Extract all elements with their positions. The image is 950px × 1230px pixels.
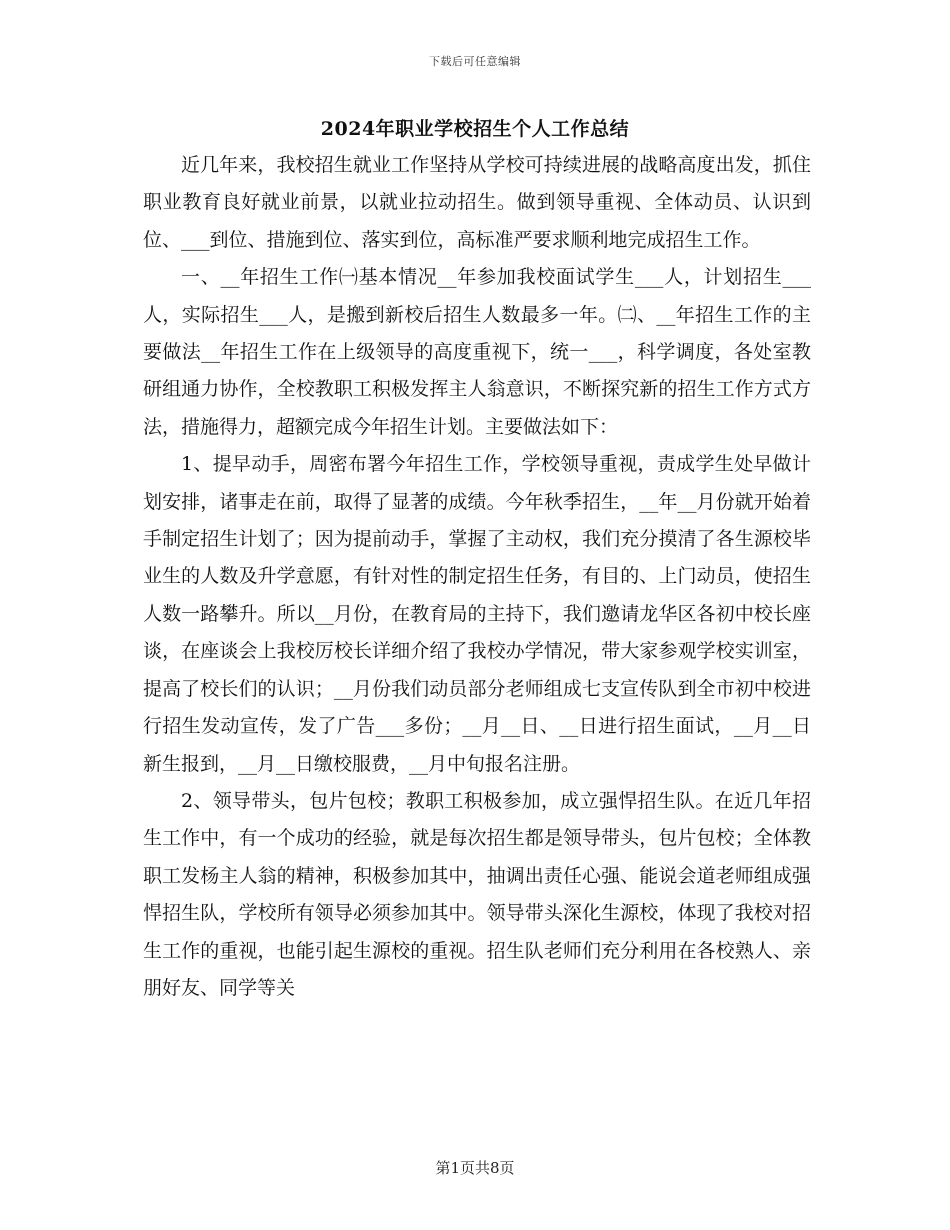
paragraph-item-two: 2、领导带头，包片包校；教职工积极参加，成立强悍招生队。在近几年招生工作中，有一个成功的经验，就是每次招生都是领导带头，包片包校；全体教职工发杨主人翁的精神，积极参加其中，抽调出责任心强、能说会道老师组成强悍招生队，学校所有领导必须参加其中。领导带头深化生源校，体现了我校对招生工作的重视，也能引起生源校的重视。招生队老师们充分利用在各校熟人、亲朋好友、同学等关 xyxy=(143,789,811,999)
page-indicator: 第1页共8页 xyxy=(435,1159,515,1177)
header-note: 下载后可任意编辑 xyxy=(429,55,521,68)
paragraph-intro: 近几年来，我校招生就业工作坚持从学校可持续进展的战略高度出发，抓住职业教育良好就业前景，以就业拉动招生。做到领导重视、全体动员、认识到位、___到位、措施到位、落实到位，高标准严要求顺利地完成招生工作。 xyxy=(143,154,811,251)
document-title: 2024年职业学校招生个人工作总结 xyxy=(320,118,630,140)
paragraph-item-one: 1、提早动手，周密布署今年招生工作，学校领导重视，责成学生处早做计划安排，诸事走在前，取得了显著的成绩。今年秋季招生，__年__月份就开始着手制定招生计划了；因为提前动手，掌握了主动权，我们充分摸清了各生源校毕业生的人数及升学意愿，有针对性的制定招生任务，有目的、上门动员，使招生人数一路攀升。所以__月份，在教育局的主持下，我们邀请龙华区各初中校长座谈，在座谈会上我校厉校长详细介绍了我校办学情况，带大家参观学校实训室，提高了校长们的认识；__月份我们动员部分老师组成七支宣传队到全市初中校进行招生发动宣传，发了广告___多份；__月__日、__日进行招生面试，__月__日新生报到，__月__日缴校服费，__月中旬报名注册。 xyxy=(143,453,811,775)
paragraph-section-one: 一、__年招生工作㈠基本情况__年参加我校面试学生___人，计划招生___人，实际招生___人，是搬到新校后招生人数最多一年。㈡、__年招生工作的主要做法__年招生工作在上级领导的高度重视下，统一___，科学调度，各处室教研组通力协作，全校教职工积极发挥主人翁意识，不断探究新的招生工作方式方法，措施得力，超额完成今年招生计划。主要做法如下： xyxy=(143,266,811,438)
document-body xyxy=(143,147,811,1007)
